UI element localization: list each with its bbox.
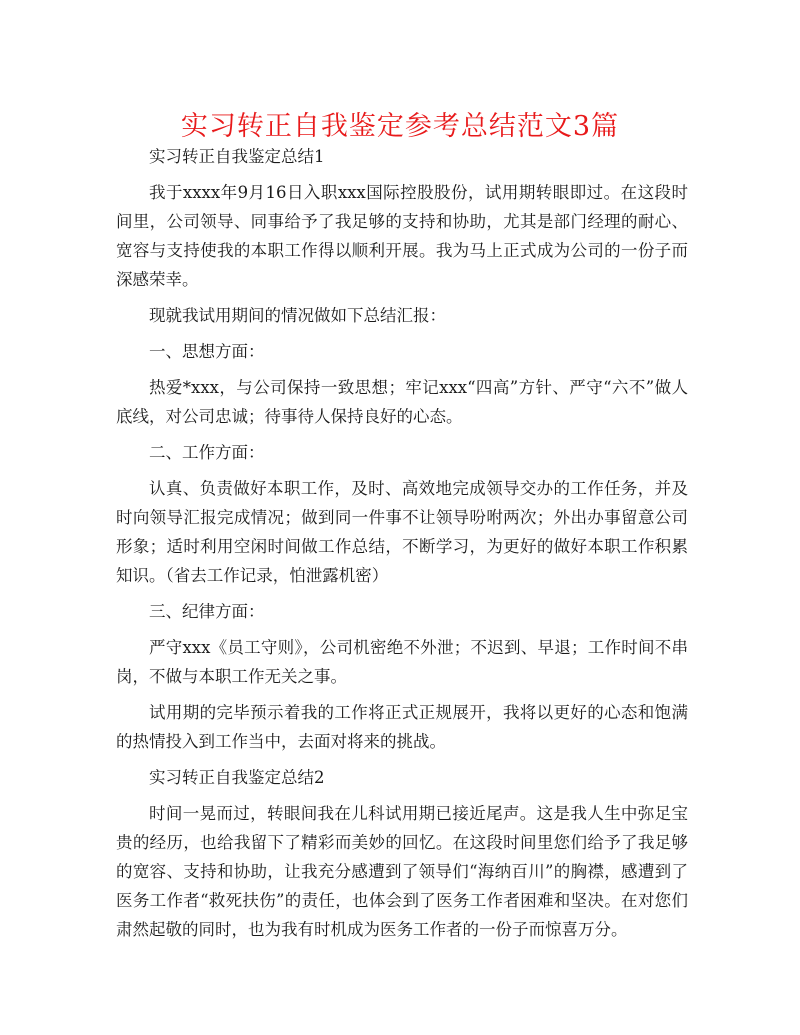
section-heading-1: 实习转正自我鉴定总结1: [149, 147, 325, 166]
paragraph: 现就我试用期间的情况做如下总结汇报：: [149, 306, 446, 325]
paragraph: 试用期的完毕预示着我的工作将正式正规展开，我将以更好的心态和饱满的热情投入到工作当中，去面对将来的挑战。: [116, 703, 688, 751]
document-title: 实习转正自我鉴定参考总结范文3篇: [180, 111, 620, 142]
paragraph: 时间一晃而过，转眼间我在儿科试用期已接近尾声。这是我人生中弥足宝贵的经历，也给我留下了精彩而美妙的回忆。在这段时间里您们给予了我足够的宽容、支持和协助，让我充分感遭到了领导们“海纳百川”的胸襟，感遭到了医务工作者“救死扶伤”的责任，也体会到了医务工作者困难和坚决。在对您们肃然起敬的同时，也为我有时机成为医务工作者的一份子而惊喜万分。: [116, 804, 688, 939]
paragraph: 我于xxxx年9月16日入职xxx国际控股股份，试用期转眼即过。在这段时间里，公司领导、同事给予了我足够的支持和协助，尤其是部门经理的耐心、宽容与支持使我的本职工作得以顺利开展。我为马上正式成为公司的一份子而深感荣幸。: [116, 183, 688, 289]
subheading-thought: 一、思想方面：: [149, 342, 265, 361]
subheading-work: 二、工作方面：: [149, 443, 265, 462]
paragraph: 认真、负责做好本职工作，及时、高效地完成领导交办的工作任务，并及时向领导汇报完成情况；做到同一件事不让领导吩咐两次；外出办事留意公司形象；适时利用空闲时间做工作总结，不断学习，为更好的做好本职工作积累知识。（省去工作记录，怕泄露机密）: [116, 479, 688, 585]
paragraph: 严守xxx《员工守则》，公司机密绝不外泄；不迟到、早退；工作时间不串岗，不做与本职工作无关之事。: [116, 638, 688, 686]
subheading-discipline: 三、纪律方面：: [149, 602, 265, 621]
section-heading-2: 实习转正自我鉴定总结2: [149, 768, 325, 787]
paragraph: 热爱*xxx，与公司保持一致思想；牢记xxx“四高”方针、严守“六不”做人底线，对公司忠诚；待事待人保持良好的心态。: [116, 378, 688, 426]
document-body: [116, 142, 688, 951]
